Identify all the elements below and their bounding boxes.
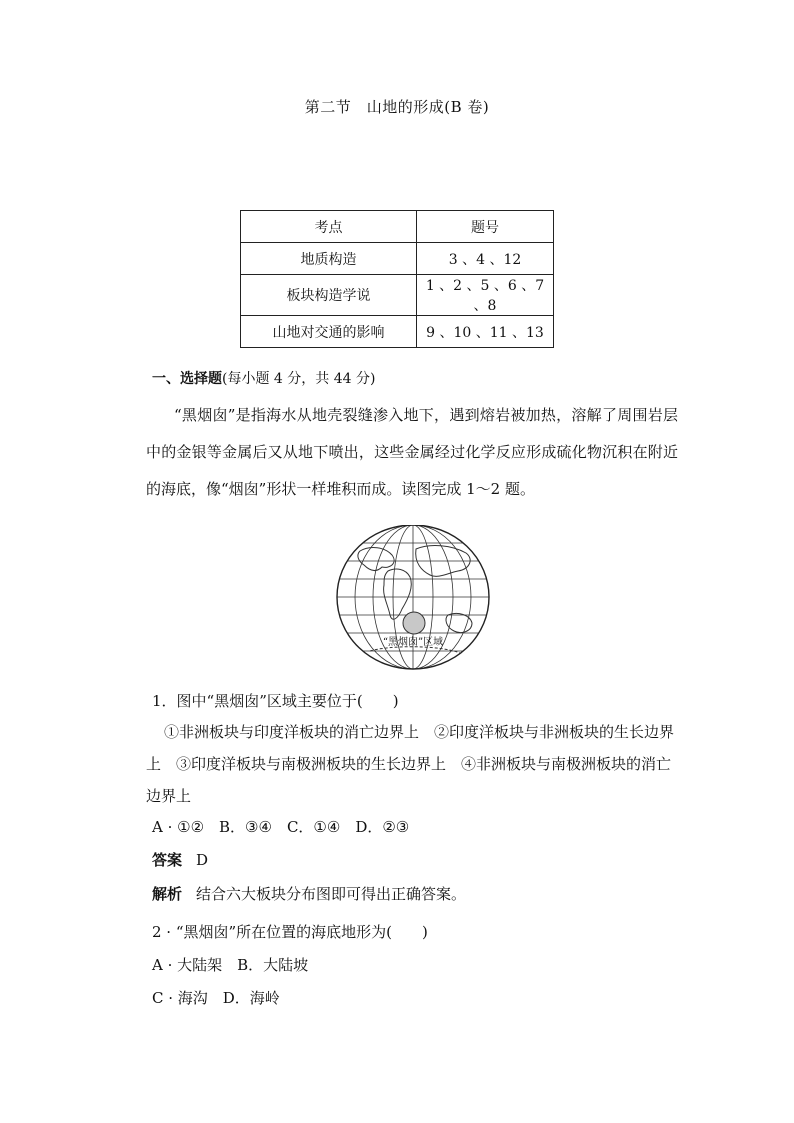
question-2-stem: 2 · “黑烟囱”所在位置的海底地形为( ) <box>152 923 428 941</box>
table-header-topic: 考点 <box>241 211 417 243</box>
table-cell: 山地对交通的影响 <box>241 316 417 348</box>
table-cell: 板块构造学说 <box>241 275 417 316</box>
section-points: (每小题 4 分，共 44 分) <box>222 371 376 387</box>
table-row <box>241 243 554 275</box>
question-1-explanation <box>152 883 466 904</box>
table-header-number: 题号 <box>417 211 554 243</box>
question-1-choices: A · ①② B．③④ C．①④ D．②③ <box>152 818 410 836</box>
page-title: 第二节 山地的形成(B 卷) <box>304 98 490 116</box>
globe-map <box>330 525 496 673</box>
question-1-answer <box>152 849 208 870</box>
table-row <box>241 275 554 316</box>
figure-label: “黑烟囱”区域 <box>382 637 444 648</box>
explain-label: 解析 <box>152 885 183 903</box>
question-1-stem: 1．图中“黑烟囱”区域主要位于( ) <box>152 692 399 710</box>
section-heading <box>152 368 375 388</box>
question-2-choices-line-2: C · 海沟 D．海岭 <box>152 989 280 1007</box>
section-title: 一、选择题 <box>152 371 222 387</box>
question-2-choices-line-1: A · 大陆架 B．大陆坡 <box>152 956 309 974</box>
table-row <box>241 316 554 348</box>
table-cell: 9 、10 、11 、13 <box>417 316 554 348</box>
topic-table <box>240 210 554 348</box>
answer-label: 答案 <box>152 851 183 869</box>
table-header-row <box>241 211 554 243</box>
globe-figure <box>330 525 496 673</box>
explain-text: 结合六大板块分布图即可得出正确答案。 <box>196 885 467 903</box>
table-cell: 地质构造 <box>241 243 417 275</box>
black-chimney-marker <box>403 612 425 634</box>
table-cell: 3 、4 、12 <box>417 243 554 275</box>
question-1-options: ①非洲板块与印度洋板块的消亡边界上 ②印度洋板块与非洲板块的生长边界上 ③印度洋板块与南极洲板块的生长边界上 ④非洲板块与南极洲板块的消亡边界上 <box>146 723 675 805</box>
intro-paragraph: “黑烟囱”是指海水从地壳裂缝渗入地下，遇到熔岩被加热，溶解了周围岩层中的金银等金属后又从地下喷出，这些金属经过化学反应形成硫化物沉积在附近的海底，像“烟囱”形状一样堆积而成。读图完成 1～2 题。 <box>146 406 678 498</box>
answer-value: D <box>196 851 209 869</box>
table-cell: 1 、2 、5 、6 、7 、8 <box>417 275 554 316</box>
